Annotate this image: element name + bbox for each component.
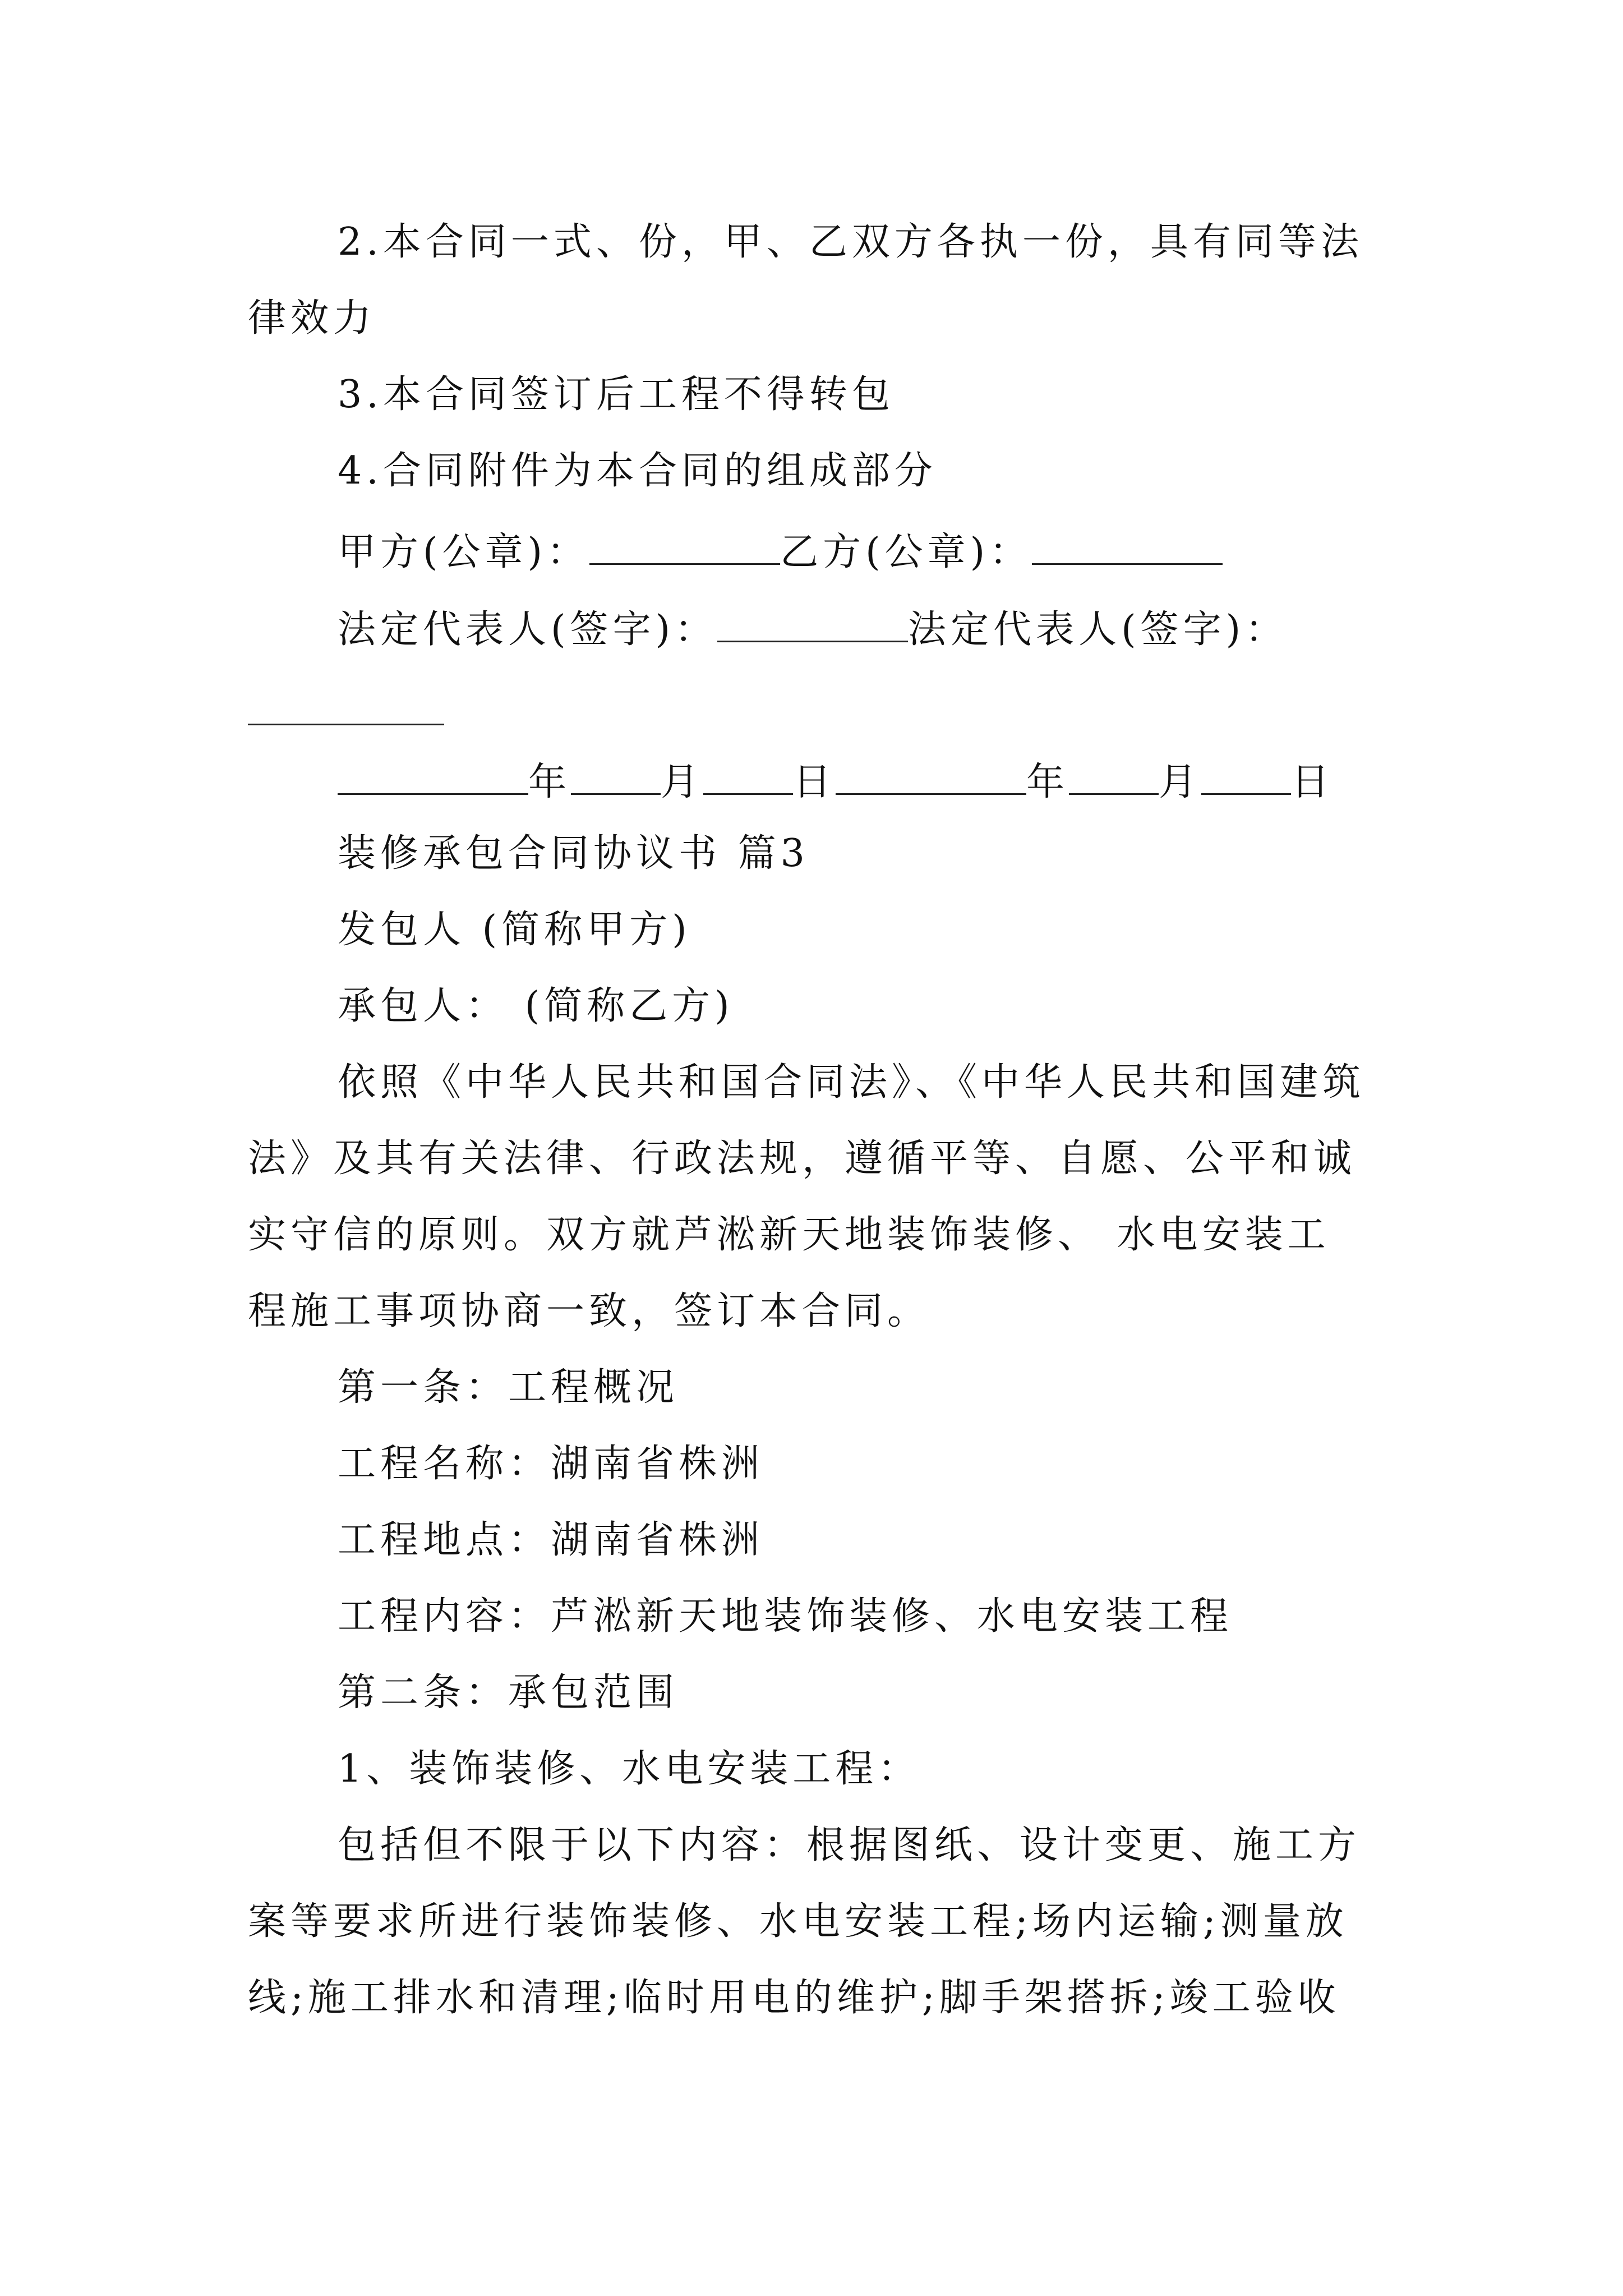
project-location: 工程地点：湖南省株洲: [338, 1518, 764, 1562]
date-a-day-blank: [703, 758, 793, 795]
contractor-line: 承包人： (简称乙方): [338, 984, 734, 1028]
section-heading: 装修承包合同协议书 篇3: [338, 831, 809, 876]
clause-2-line-1: 2.本合同一式、份，甲、乙双方各执一份，具有同等法: [338, 220, 1363, 264]
party-a-rep-blank: [717, 606, 908, 642]
preamble-line-3: 实守信的原则。双方就芦淞新天地装饰装修、 水电安装工: [248, 1213, 1330, 1257]
date-a-day-label: 日: [793, 760, 836, 804]
party-b-seal-label: 乙方(公章)：: [780, 530, 1032, 574]
date-b-month-blank: [1069, 758, 1159, 795]
date-b-day-label: 日: [1291, 760, 1334, 804]
scope-detail-line-2: 案等要求所进行装饰装修、水电安装工程;场内运输;测量放: [248, 1899, 1348, 1944]
party-b-rep-blank: [248, 724, 444, 725]
clause-2-line-2: 律效力: [248, 296, 376, 341]
preamble-line-4: 程施工事项协商一致，签订本合同。: [248, 1289, 930, 1333]
party-a-seal-blank: [589, 528, 780, 565]
scope-item-1: 1、装饰装修、水电安装工程：: [338, 1747, 921, 1791]
preamble-line-1: 依照《中华人民共和国合同法》、《中华人民共和国建筑: [338, 1060, 1366, 1105]
date-line: [338, 758, 1334, 802]
date-b-year-label: 年: [1026, 760, 1069, 804]
clause-3: 3.本合同签订后工程不得转包: [338, 372, 895, 417]
party-b-rep-label: 法定代表人(签字)：: [908, 608, 1288, 652]
party-seal-line: [338, 528, 1223, 572]
date-a-month-blank: [571, 758, 661, 795]
date-b-day-blank: [1201, 758, 1291, 795]
date-b-year-blank: [836, 758, 1026, 795]
preamble-line-2: 法》及其有关法律、行政法规，遵循平等、自愿、公平和诚: [248, 1137, 1357, 1181]
party-a-rep-label: 法定代表人(签字)：: [338, 608, 718, 652]
clause-4: 4.合同附件为本合同的组成部分: [338, 449, 937, 493]
scope-detail-line-1: 包括但不限于以下内容：根据图纸、设计变更、施工方: [338, 1823, 1361, 1867]
date-b-month-label: 月: [1159, 760, 1202, 804]
date-a-year-blank: [338, 758, 528, 795]
party-a-seal-label: 甲方(公章)：: [338, 530, 590, 574]
project-content: 工程内容：芦淞新天地装饰装修、水电安装工程: [338, 1594, 1233, 1639]
legal-rep-line: [338, 606, 1288, 652]
article-2-heading: 第二条：承包范围: [338, 1671, 679, 1715]
date-a-year-label: 年: [528, 760, 571, 804]
employer-line: 发包人 (简称甲方): [338, 908, 691, 952]
date-a-month-label: 月: [661, 760, 704, 804]
project-name: 工程名称：湖南省株洲: [338, 1442, 764, 1486]
party-b-seal-blank: [1032, 528, 1223, 565]
scope-detail-line-3: 线;施工排水和清理;临时用电的维护;脚手架搭拆;竣工验收: [248, 1976, 1340, 2020]
article-1-heading: 第一条：工程概况: [338, 1365, 679, 1410]
